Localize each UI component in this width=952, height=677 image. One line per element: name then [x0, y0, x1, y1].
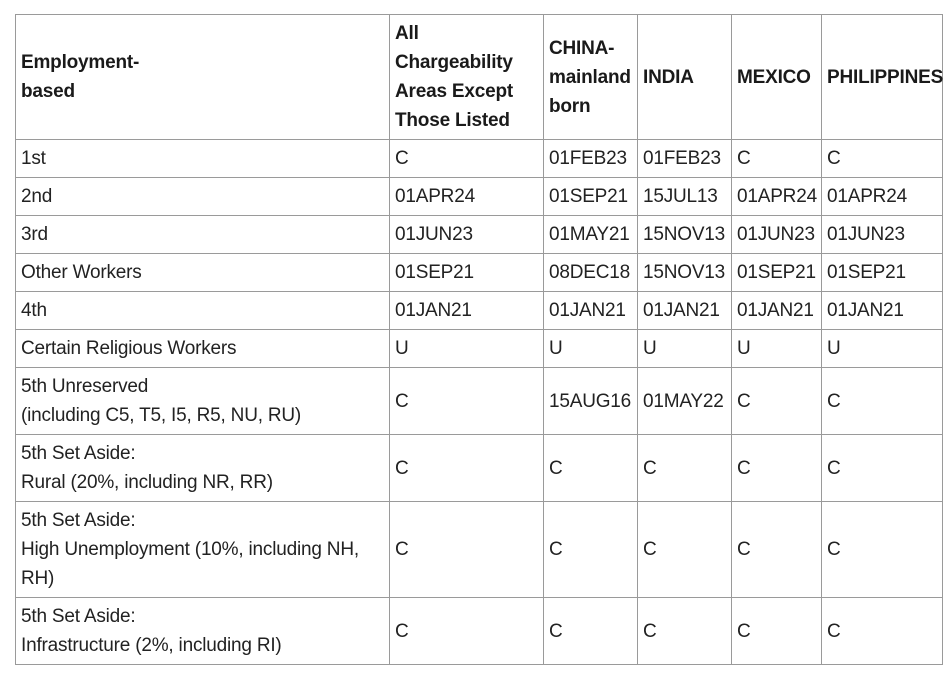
visa-bulletin-table	[15, 14, 943, 665]
cell-india: C	[638, 435, 732, 502]
cell-india: 01MAY22	[638, 368, 732, 435]
cell-all-chargeability: U	[390, 330, 544, 368]
table-row	[16, 292, 943, 330]
cell-china: 01SEP21	[544, 178, 638, 216]
row-category: 5th Set Aside: Rural (20%, including NR, RR)	[16, 435, 390, 502]
header-employment-based: Employment- based	[16, 15, 390, 140]
row-category: 5th Unreserved (including C5, T5, I5, R5, NU, RU)	[16, 368, 390, 435]
cell-philippines: C	[822, 502, 943, 598]
table-row	[16, 598, 943, 665]
cell-mexico: C	[732, 368, 822, 435]
row-category: Other Workers	[16, 254, 390, 292]
cell-india: 01FEB23	[638, 140, 732, 178]
cell-china: C	[544, 435, 638, 502]
row-category: 5th Set Aside: Infrastructure (2%, including RI)	[16, 598, 390, 665]
cell-all-chargeability: 01JAN21	[390, 292, 544, 330]
table-row	[16, 254, 943, 292]
table-row	[16, 502, 943, 598]
header-mexico: MEXICO	[732, 15, 822, 140]
cell-india: C	[638, 502, 732, 598]
cell-china: U	[544, 330, 638, 368]
header-all-chargeability: All Chargeability Areas Except Those Listed	[390, 15, 544, 140]
cell-philippines: C	[822, 435, 943, 502]
cell-all-chargeability: C	[390, 368, 544, 435]
cell-china: 01MAY21	[544, 216, 638, 254]
cell-mexico: 01SEP21	[732, 254, 822, 292]
cell-philippines: 01SEP21	[822, 254, 943, 292]
cell-philippines: U	[822, 330, 943, 368]
cell-mexico: C	[732, 598, 822, 665]
table-row	[16, 368, 943, 435]
cell-philippines: 01JAN21	[822, 292, 943, 330]
cell-china: C	[544, 502, 638, 598]
row-category: 5th Set Aside: High Unemployment (10%, including NH, RH)	[16, 502, 390, 598]
cell-mexico: 01JUN23	[732, 216, 822, 254]
header-philippines: PHILIPPINES	[822, 15, 943, 140]
table-row	[16, 178, 943, 216]
cell-all-chargeability: 01SEP21	[390, 254, 544, 292]
cell-all-chargeability: C	[390, 140, 544, 178]
cell-india: C	[638, 598, 732, 665]
cell-philippines: C	[822, 140, 943, 178]
header-china: CHINA- mainland born	[544, 15, 638, 140]
cell-india: 15NOV13	[638, 254, 732, 292]
cell-mexico: 01JAN21	[732, 292, 822, 330]
header-india: INDIA	[638, 15, 732, 140]
cell-all-chargeability: C	[390, 598, 544, 665]
row-category: 4th	[16, 292, 390, 330]
cell-china: C	[544, 598, 638, 665]
cell-mexico: C	[732, 502, 822, 598]
table-row	[16, 435, 943, 502]
row-category: 2nd	[16, 178, 390, 216]
header-row	[16, 15, 943, 140]
cell-philippines: C	[822, 368, 943, 435]
row-category: Certain Religious Workers	[16, 330, 390, 368]
cell-china: 08DEC18	[544, 254, 638, 292]
table-row	[16, 216, 943, 254]
cell-all-chargeability: 01APR24	[390, 178, 544, 216]
row-category: 1st	[16, 140, 390, 178]
cell-china: 01FEB23	[544, 140, 638, 178]
table-row	[16, 330, 943, 368]
cell-all-chargeability: 01JUN23	[390, 216, 544, 254]
cell-all-chargeability: C	[390, 435, 544, 502]
cell-all-chargeability: C	[390, 502, 544, 598]
cell-india: 15JUL13	[638, 178, 732, 216]
row-category: 3rd	[16, 216, 390, 254]
cell-india: 01JAN21	[638, 292, 732, 330]
cell-philippines: C	[822, 598, 943, 665]
cell-china: 01JAN21	[544, 292, 638, 330]
cell-china: 15AUG16	[544, 368, 638, 435]
cell-india: U	[638, 330, 732, 368]
cell-philippines: 01JUN23	[822, 216, 943, 254]
cell-mexico: C	[732, 140, 822, 178]
table-row	[16, 140, 943, 178]
cell-india: 15NOV13	[638, 216, 732, 254]
cell-mexico: U	[732, 330, 822, 368]
cell-mexico: 01APR24	[732, 178, 822, 216]
cell-mexico: C	[732, 435, 822, 502]
cell-philippines: 01APR24	[822, 178, 943, 216]
